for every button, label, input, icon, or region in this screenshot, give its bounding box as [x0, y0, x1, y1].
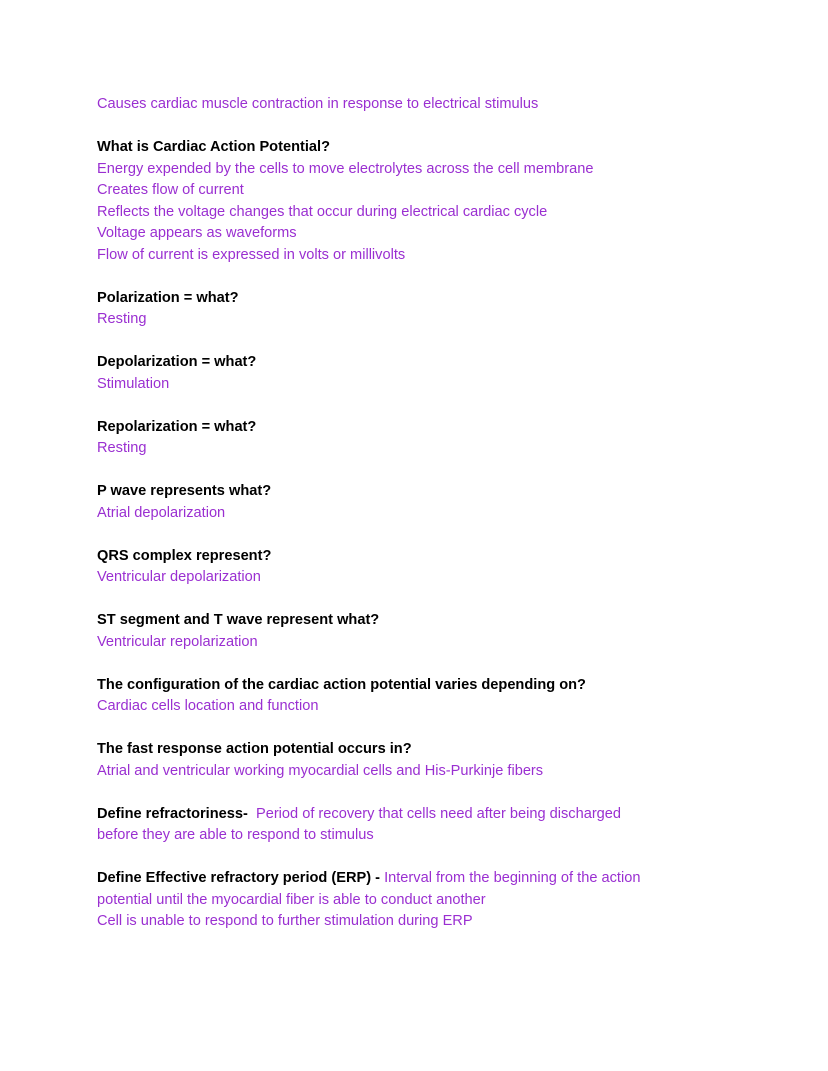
answer-line: Resting	[97, 440, 147, 456]
qa-block	[97, 868, 731, 933]
qa-block	[97, 137, 731, 266]
answer-line: Creates flow of current	[97, 182, 244, 198]
answer-line: Resting	[97, 311, 147, 327]
question-line	[97, 352, 731, 374]
answer-line: Atrial depolarization	[97, 504, 226, 521]
answer-inline-text: Interval from the beginning of the action	[380, 870, 641, 886]
answer-line: Reflects the voltage changes that occur during electrical cardiac cycle	[97, 203, 548, 220]
answer-line: Atrial and ventricular working myocardial cells and His-Purkinje fibers	[97, 762, 544, 779]
question-line	[97, 417, 731, 439]
question-line	[97, 804, 731, 826]
qa-block	[97, 94, 731, 116]
question-line	[97, 610, 731, 632]
question-text: QRS complex represent?	[97, 547, 272, 564]
question-line	[97, 546, 731, 568]
qa-block	[97, 481, 731, 524]
question-text: P wave represents what?	[97, 483, 272, 499]
question-text: The fast response action potential occurs in?	[97, 741, 412, 757]
qa-block	[97, 804, 731, 847]
qa-block	[97, 610, 731, 653]
qa-block	[97, 546, 731, 589]
question-line	[97, 137, 731, 159]
question-text: Polarization = what?	[97, 289, 239, 306]
question-line	[97, 675, 731, 697]
qa-block	[97, 288, 731, 331]
answer-line: Cardiac cells location and function	[97, 698, 319, 714]
qa-block	[97, 675, 731, 718]
qa-block	[97, 417, 731, 460]
answer-inline-text: Period of recovery that cells need after being discharged	[247, 805, 622, 822]
answer-line: potential until the myocardial fiber is able to conduct another	[97, 891, 486, 908]
answer-line: Flow of current is expressed in volts or millivolts	[97, 246, 406, 263]
question-text: Depolarization = what?	[97, 354, 257, 370]
answer-line: Voltage appears as waveforms	[97, 225, 297, 241]
question-text: What is Cardiac Action Potential?	[97, 139, 330, 155]
document-content	[97, 94, 731, 933]
question-text: ST segment and T wave represent what?	[97, 612, 380, 628]
qa-block	[97, 739, 731, 782]
answer-line: before they are able to respond to stimulus	[97, 827, 374, 843]
answer-line: Causes cardiac muscle contraction in response to electrical stimulus	[97, 96, 539, 112]
question-line	[97, 481, 731, 503]
question-text: Repolarization = what?	[97, 418, 257, 435]
qa-block	[97, 352, 731, 395]
answer-line: Cell is unable to respond to further stimulation during ERP	[97, 913, 473, 929]
question-line	[97, 868, 731, 890]
question-line	[97, 739, 731, 761]
question-text: Define Effective refractory period (ERP) -	[97, 870, 381, 886]
answer-line: Energy expended by the cells to move electrolytes across the cell membrane	[97, 160, 594, 177]
answer-line: Stimulation	[97, 375, 170, 392]
question-text: The configuration of the cardiac action potential varies depending on?	[97, 676, 586, 693]
question-text: Define refractoriness-	[97, 805, 248, 822]
answer-line: Ventricular repolarization	[97, 633, 258, 650]
question-line	[97, 288, 731, 310]
answer-line: Ventricular depolarization	[97, 569, 261, 585]
